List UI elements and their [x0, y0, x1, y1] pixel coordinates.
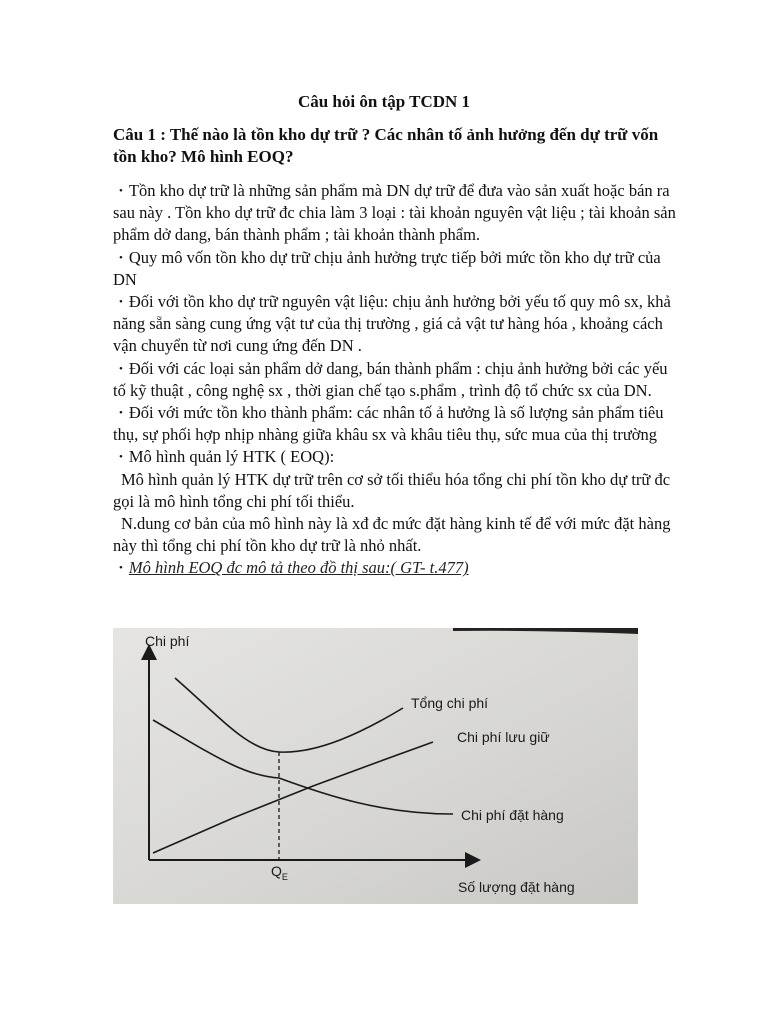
answer-body — [113, 180, 681, 580]
bullet-text: Đối với tồn kho dự trữ nguyên vật liệu: chịu ảnh hưởng bởi yếu tố quy mô sx, khả năng sẵn sàng cung ứng vật tư của thị trường , giá cả vật tư hàng hóa , khoảng cách vận chuyển từ nơi cung ứng đến DN . — [113, 292, 671, 356]
figure-caption-item — [113, 557, 681, 579]
bullet-item — [113, 446, 681, 468]
eoq-label: $Q_E$ — [271, 863, 288, 882]
bullet-text: Mô hình quản lý HTK ( EOQ): — [128, 447, 335, 467]
bullet-text: Tồn kho dự trữ là những sản phẩm mà DN dự trữ để đưa vào sản xuất hoặc bán ra sau này . Tồn kho dự trữ đc chia làm 3 loại : tài khoản nguyên vật liệu ; tài khoản sản phẩm dở dang, bán thành phẩm ; tài khoản thành phẩm. — [113, 181, 676, 245]
figure-reference-link[interactable]: Mô hình EOQ đc mô tả theo đồ thị sau:( GT- t.477) — [128, 558, 469, 578]
body-paragraph: Mô hình quản lý HTK dự trữ trên cơ sở tối thiểu hóa tổng chi phí tồn kho dự trữ đc gọi là mô hình tổng chi phí tối thiểu. — [113, 469, 671, 511]
y-axis-label: Chi phí — [145, 633, 190, 649]
bullet-text: Đối với các loại sản phẩm dở dang, bán thành phẩm : chịu ảnh hưởng bởi các yếu tố kỹ thuật , công nghệ sx , thời gian chế tạo s.phẩm , trình độ tổ chức sx của DN. — [113, 358, 668, 400]
holding-cost-label: Chi phí lưu giữ — [457, 729, 550, 745]
bullet-text: Quy mô vốn tồn kho dự trữ chịu ảnh hưởng trực tiếp bởi mức tồn kho dự trữ của DN — [113, 247, 661, 289]
bullet-glyph: • — [119, 185, 123, 197]
bullet-glyph: • — [119, 296, 123, 309]
eoq-figure-photo — [113, 628, 638, 904]
x-axis-label: Số lượng đặt hàng — [458, 879, 575, 895]
bullet-item — [113, 247, 681, 291]
bullet-item — [113, 358, 681, 402]
total-cost-label: Tổng chi phí — [411, 695, 489, 711]
bullet-glyph: • — [119, 407, 123, 420]
question-heading: Câu 1 : Thế nào là tồn kho dự trữ ? Các nhân tố ảnh hưởng đến dự trữ vốn tồn kho? Mô hình EOQ? — [113, 125, 659, 166]
bullet-item — [113, 291, 681, 358]
bullet-text: Đối với mức tồn kho thành phẩm: các nhân tố ả hưởng là số lượng sản phẩm tiêu thụ, sự phối hợp nhịp nhàng giữa khâu sx và khâu tiêu thụ, sức mua của thị trường — [113, 403, 664, 445]
paper-background — [113, 628, 638, 904]
bullet-glyph: • — [119, 251, 123, 264]
ordering-cost-label: Chi phí đặt hàng — [461, 807, 564, 823]
bullet-glyph: • — [119, 562, 123, 575]
bullet-glyph: • — [119, 362, 123, 375]
bullet-item — [113, 402, 681, 446]
eoq-graph — [113, 628, 638, 904]
body-paragraph: N.dung cơ bản của mô hình này là xđ đc mức đặt hàng kinh tế để với mức đặt hàng này thì tổng chi phí tồn kho dự trữ là nhỏ nhất. — [113, 514, 671, 556]
bullet-glyph: • — [119, 451, 123, 464]
bullet-item — [113, 180, 681, 247]
page-title: Câu hỏi ôn tập TCDN 1 — [297, 92, 471, 111]
